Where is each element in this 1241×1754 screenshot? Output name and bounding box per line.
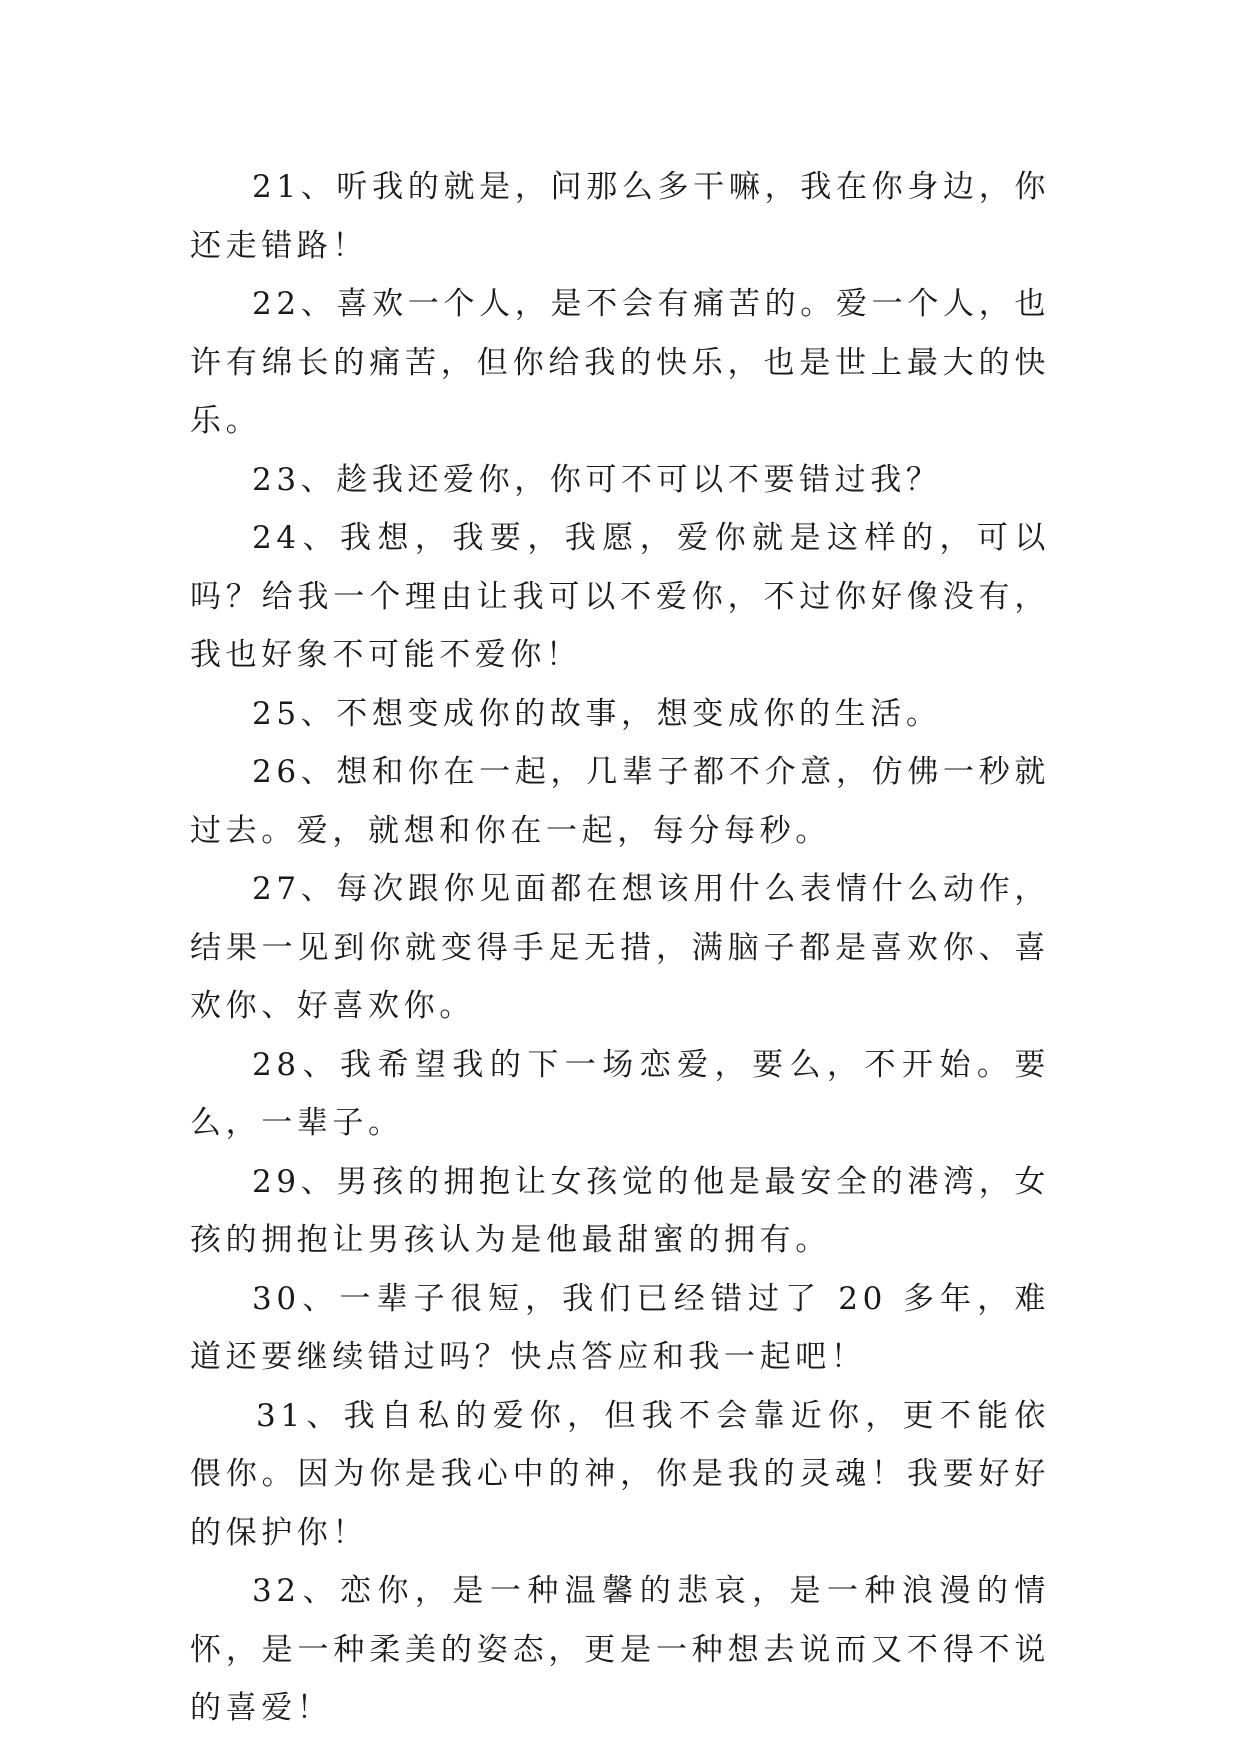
document-body xyxy=(190,158,1050,1738)
paragraph-26: 26、想和你在一起，几辈子都不介意，仿佛一秒就过去。爱，就想和你在一起，每分每秒。 xyxy=(190,754,1050,849)
paragraph-29: 29、男孩的拥抱让女孩觉的他是最安全的港湾，女孩的拥抱让男孩认为是他最甜蜜的拥有。 xyxy=(190,1163,1050,1258)
paragraph-22: 22、喜欢一个人，是不会有痛苦的。爱一个人，也许有绵长的痛苦，但你给我的快乐，也是世上最大的快乐。 xyxy=(190,286,1050,439)
paragraph-32: 32、恋你，是一种温馨的悲哀，是一种浪漫的情怀，是一种柔美的姿态，更是一种想去说而又不得不说的喜爱！ xyxy=(190,1573,1050,1726)
paragraph-27: 27、每次跟你见面都在想该用什么表情什么动作，结果一见到你就变得手足无措，满脑子都是喜欢你、喜欢你、好喜欢你。 xyxy=(190,871,1050,1024)
paragraph-23: 23、趁我还爱你，你可不可以不要错过我？ xyxy=(252,461,942,498)
paragraph-30: 30、一辈子很短，我们已经错过了 20 多年，难道还要继续错过吗？快点答应和我一起吧！ xyxy=(190,1280,1050,1375)
paragraph-21: 21、听我的就是，问那么多干嘛，我在你身边，你还走错路！ xyxy=(190,169,1050,264)
paragraph-24: 24、我想，我要，我愿，爱你就是这样的，可以吗？给我一个理由让我可以不爱你，不过你好像没有，我也好象不可能不爱你！ xyxy=(190,520,1050,673)
paragraph-28: 28、我希望我的下一场恋爱，要么，不开始。要么，一辈子。 xyxy=(190,1046,1050,1141)
paragraph-31: 31、我自私的爱你，但我不会靠近你，更不能依偎你。因为你是我心中的神，你是我的灵魂！我要好好的保护你！ xyxy=(190,1397,1050,1551)
paragraph-25: 25、不想变成你的故事，想变成你的生活。 xyxy=(252,695,942,732)
